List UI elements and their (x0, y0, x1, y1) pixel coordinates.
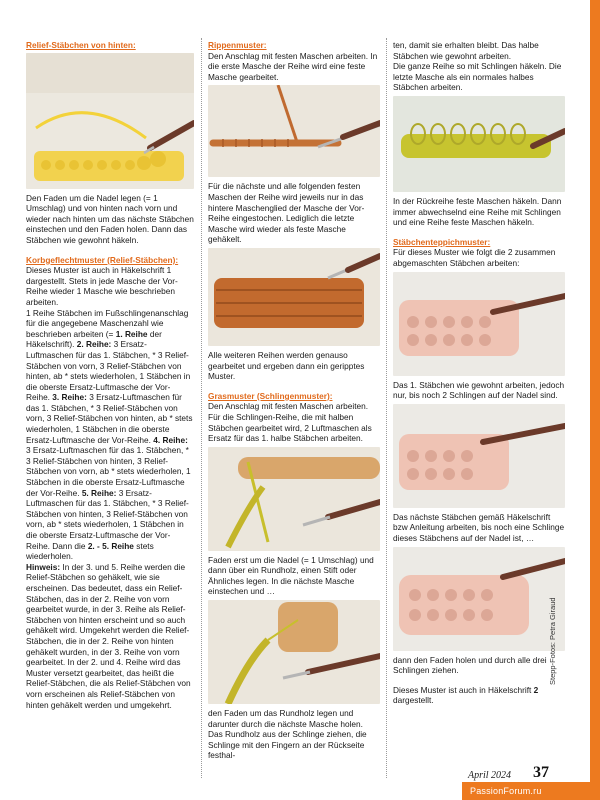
hinweis-text: In der 3. und 5. Reihe werden die Relief-Stäbchen so gehäkelt, wie sie erscheinen. Das bedeutet, dass ein Relief-Stäbchen, das in der 2. Reihe von vorn gearbeitet wurde, in der 3. Reihe als Relief-Stäbchen von hinten erscheint und so auch gehäkelt wird. Umgekehrt werden die Relief-Stäbchen, die in der 2. Reihe von hinten gehäkelt wurden, in der 3. Reihe von vorn gearbeitet. In der 2. und 4. Reihe wird das Muster versetzt gearbeitet, das heißt die Relief-Stäbchen, die als Relief-Stäbchen von vorn erscheinen als Relief-Stäbchen von hinten gehäkelt werden und umgekehrt. (26, 561, 191, 710)
row4-label: 4. Reihe: (153, 434, 188, 445)
column-left (26, 40, 194, 719)
teppich-4-text: Dieses Muster ist auch in Häkelschrift (393, 684, 534, 695)
text-rippen-2: Für die nächste und alle folgenden festen Maschen der Reihe wird jeweils nur in das hintere Maschenglied der Masche der Vor-Reihe eingestochen. Lediglich die letzte Masche wird wieder als feste Masche gehäkelt. (208, 181, 365, 245)
heading-korbgeflecht: Korbgeflechtmuster (Relief-Stäbchen): (26, 254, 179, 265)
footer-issue: April 2024 (468, 770, 512, 781)
photo-teppich-2 (393, 404, 565, 508)
row2-label: 2. Reihe: (76, 339, 112, 350)
column-separator-1 (201, 38, 202, 778)
text-teppich-intro: Für dieses Muster wie folgt die 2 zusammen abgemaschten Stäbchen arbeiten: (393, 247, 556, 268)
row3-label: 3. Reihe: (52, 392, 87, 403)
photo-credit: Stepp-Fotos: Petra Giraud (548, 597, 557, 685)
page-edge-bar (590, 0, 600, 800)
row5-end: stets wiederholen. (26, 540, 154, 562)
photo-gras-1 (208, 447, 380, 551)
text-gras-continued: ten, damit sie erhalten bleibt. Das halbe Stäbchen wie gewohnt arbeiten. (393, 40, 539, 61)
photo-teppich-3 (393, 547, 565, 651)
heading-staebchenteppich: Stäbchenteppichmuster: (393, 236, 491, 247)
row5-label: 5. Reihe: (81, 487, 117, 498)
text-rippen-3: Alle weiteren Reihen werden genauso gearbeitet und ergeben dann ein geripptes Muster. (208, 349, 365, 382)
text-teppich-1: Das 1. Stäbchen wie gewohnt arbeiten, jedoch nur, bis noch 2 Schlingen auf der Nadel sind. (393, 379, 565, 401)
text-rippen-1: Den Anschlag mit festen Maschen arbeiten. In die erste Masche der Reihe wird eine feste Masche gearbeitet. (208, 50, 378, 82)
heading-rippenmuster: Rippenmuster: (208, 40, 267, 50)
text-teppich-4 (393, 685, 565, 706)
column-right (393, 40, 565, 715)
text-korb-rows (26, 308, 194, 562)
text-hinweis (26, 562, 194, 710)
photo-rippen-1 (208, 85, 380, 177)
photo-teppich-1 (393, 272, 565, 376)
row5-text: 3 Ersatz-Luftmaschen für das 1. Stäbchen, * 3 Relief-Stäbchen von hinten, 3 Relief-Stäbchen von vorn, ab * stets wiederholen, 1 Stäbchen in die oberste Ersatz-Luftmasche der Vor-Reihe. Dann die (26, 487, 189, 551)
footer-page-number: 37 (533, 764, 549, 781)
text-relief-hinten: Den Faden um die Nadel legen (= 1 Umschlag) und von hinten nach vorn und wieder nach hinten um das nächste Stäbchen einstechen und den Faden holen. Dann das Stäbchen wie gewohnt häkeln. (26, 192, 194, 245)
row2-text: 3 Ersatz-Luftmaschen für das 1. Stäbchen, * 3 Relief-Stäbchen von vorn, 3 Relief-Stäbchen von hinten, ab * stets wiederholen, 1 Stäbchen in die oberste Ersatz-Luftmasche der Vor-Reihe. (26, 339, 191, 403)
text-gras-1: Den Anschlag mit festen Maschen arbeiten. Für die Schlingen-Reihe, die mit halben Stäbchen gearbeitet wird, 2 Luftmaschen als Ersatz für das 1. halbe Stäbchen arbeiten. (208, 401, 372, 444)
text-teppich-2: Das nächste Stäbchen gemäß Häkelschrift bzw Anleitung arbeiten, bis noch eine Schlinge dieses Stäbchens auf der Nadel ist, … (393, 511, 565, 543)
heading-grasmuster: Grasmuster (Schlingenmuster): (208, 390, 333, 401)
row5-bold: 2. - 5. Reihe (87, 540, 134, 551)
korb-r1-text: 1 Reihe Stäbchen im Fußschlingenanschlag für die angegebene Maschenzahl wie beschrieben arbeiten (= (26, 307, 189, 339)
hinweis-label: Hinweis: (26, 561, 61, 572)
text-gras-continued-2: Die ganze Reihe so mit Schlingen häkeln. Die letzte Masche als ein normales halbes Stäbchen arbeiten. (393, 61, 562, 93)
photo-relief-hinten (26, 53, 194, 189)
row4-text: 3 Ersatz-Luftmaschen für das 1. Stäbchen, * 3 Relief-Stäbchen von hinten, 3 Relief-Stäbchen von vorn, ab * stets wiederholen, 1 Stäbchen in die oberste Ersatz-Luftmasche der Vor-Reihe. (26, 445, 191, 498)
photo-gras-2 (208, 600, 380, 704)
heading-relief-hinten: Relief-Stäbchen von hinten: (26, 40, 136, 50)
watermark: PassionForum.ru (470, 786, 542, 796)
column-separator-2 (386, 38, 387, 778)
text-gras-3: den Faden um das Rundholz legen und darunter durch die nächste Masche holen. Das Rundholz aus der Schlinge ziehen, die Schlinge mit den Fingern an der Rückseite festhal- (208, 708, 367, 761)
text-rueckreihe: In der Rückreihe feste Maschen häkeln. Dann immer abwechselnd eine Reihe mit Schlingen und eine Reihe feste Maschen häkeln. (393, 195, 562, 228)
photo-gras-3 (393, 96, 565, 192)
korb-r1-bold: 1. Reihe (115, 328, 148, 339)
text-korb-intro: Dieses Muster ist auch in Häkelschrift 1 dargestellt. Stets in jede Masche der Vor-Reihe wieder 1 Masche wie beschrieben arbeiten. (26, 265, 178, 307)
text-teppich-3: dann den Faden holen und durch alle drei Schlingen ziehen. (393, 654, 547, 676)
korb-r1-post: der Häkelschrift). (26, 328, 162, 350)
text-gras-2: Faden erst um die Nadel (= 1 Umschlag) und dann über ein Rundholz, einen Stift oder Ähnliches legen. In die nächste Masche einstechen und … (208, 554, 374, 597)
teppich-4-bold: 2 (533, 684, 539, 695)
row3-text: 3 Ersatz-Luftmaschen für das 1. Stäbchen, * 3 Relief-Stäbchen von vorn, 3 Relief-Stäbchen von hinten, ab * stets wiederholen, 1 Stäbchen in die oberste Ersatz-Luftmasche der Vor-Reihe. (26, 392, 193, 445)
column-middle (208, 40, 380, 770)
photo-rippen-2 (208, 248, 380, 346)
teppich-4-post: dargestellt. (393, 695, 434, 706)
